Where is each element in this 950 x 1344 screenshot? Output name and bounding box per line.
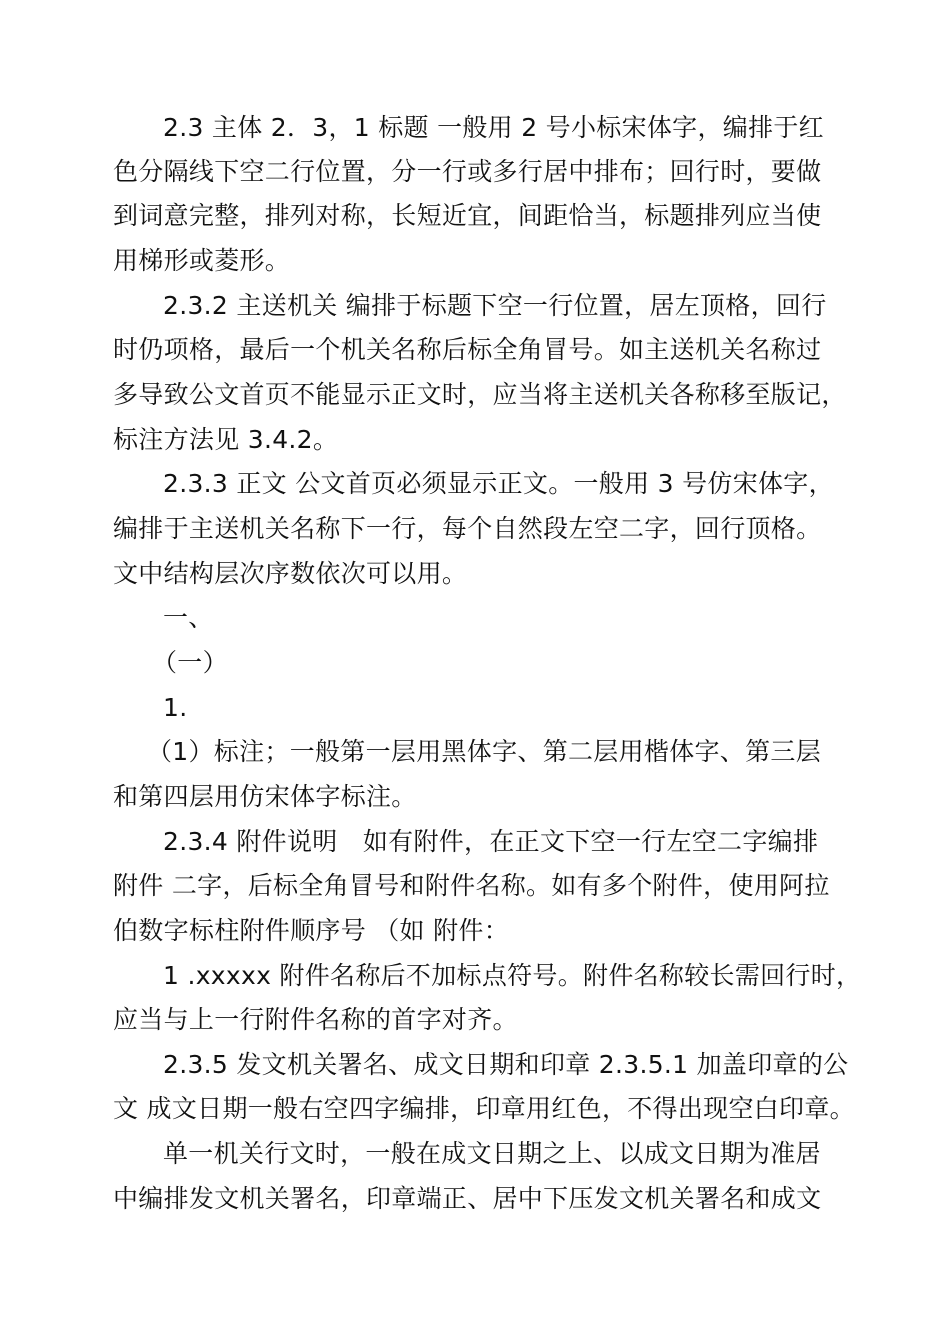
text-line: 2.3.3 正文 公文首页必须显示正文。一般用 3 号仿宋体字， [163,469,834,498]
heading-level-2: （一） [152,648,228,677]
text-line: 文中结构层次序数依次可以用。 [113,559,468,588]
text-line: 2.3 主体 2．3，1 标题 一般用 2 号小标宋体字，编排于红 [163,113,824,142]
text-line: （1）标注；一般第一层用黑体字、第二层用楷体字、第三层 [147,737,822,766]
text-line: 多导致公文首页不能显示正文时，应当将主送机关各称移至版记， [113,380,847,409]
text-line: 中编排发文机关署名，印章端正、居中下压发文机关署名和成文 [113,1184,822,1213]
text-line: 1 .xxxxx 附件名称后不加标点符号。附件名称较长需回行时， [163,961,862,990]
heading-level-1: 一、 [163,603,214,632]
text-line: 和第四层用仿宋体字标注。 [113,782,417,811]
text-line: 到词意完整，排列对称，长短近宜，间距恰当，标题排列应当使 [113,201,822,230]
text-line: 时仍项格，最后一个机关名称后标全角冒号。如主送机关名称过 [113,335,822,364]
text-line: 色分隔线下空二行位置，分一行或多行居中排布；回行时，要做 [113,157,822,186]
text-line: 文 成文日期一般右空四字编排，印章用红色，不得出现空白印章。 [113,1094,855,1123]
text-line: 2.3.4 附件说明 如有附件，在正文下空一行左空二字编排 [163,827,819,856]
text-line: 编排于主送机关名称下一行，每个自然段左空二字，回行顶格。 [113,514,822,543]
text-line: 2.3.5 发文机关署名、成文日期和印章 2.3.5.1 加盖印章的公 [163,1050,849,1079]
text-line: 2.3.2 主送机关 编排于标题下空一行位置，居左顶格，回行 [163,291,827,320]
text-line: 用梯形或菱形。 [113,246,291,275]
text-line: 单一机关行文时，一般在成文日期之上、以成文日期为准居 [163,1139,821,1168]
text-line: 标注方法见 3.4.2。 [113,425,339,454]
text-line: 伯数字标柱附件顺序号 （如 附件： [113,916,509,945]
heading-level-3: 1. [163,693,188,722]
text-line: 附件 二字，后标全角冒号和附件名称。如有多个附件，使用阿拉 [113,871,830,900]
text-line: 应当与上一行附件名称的首字对齐。 [113,1005,518,1034]
